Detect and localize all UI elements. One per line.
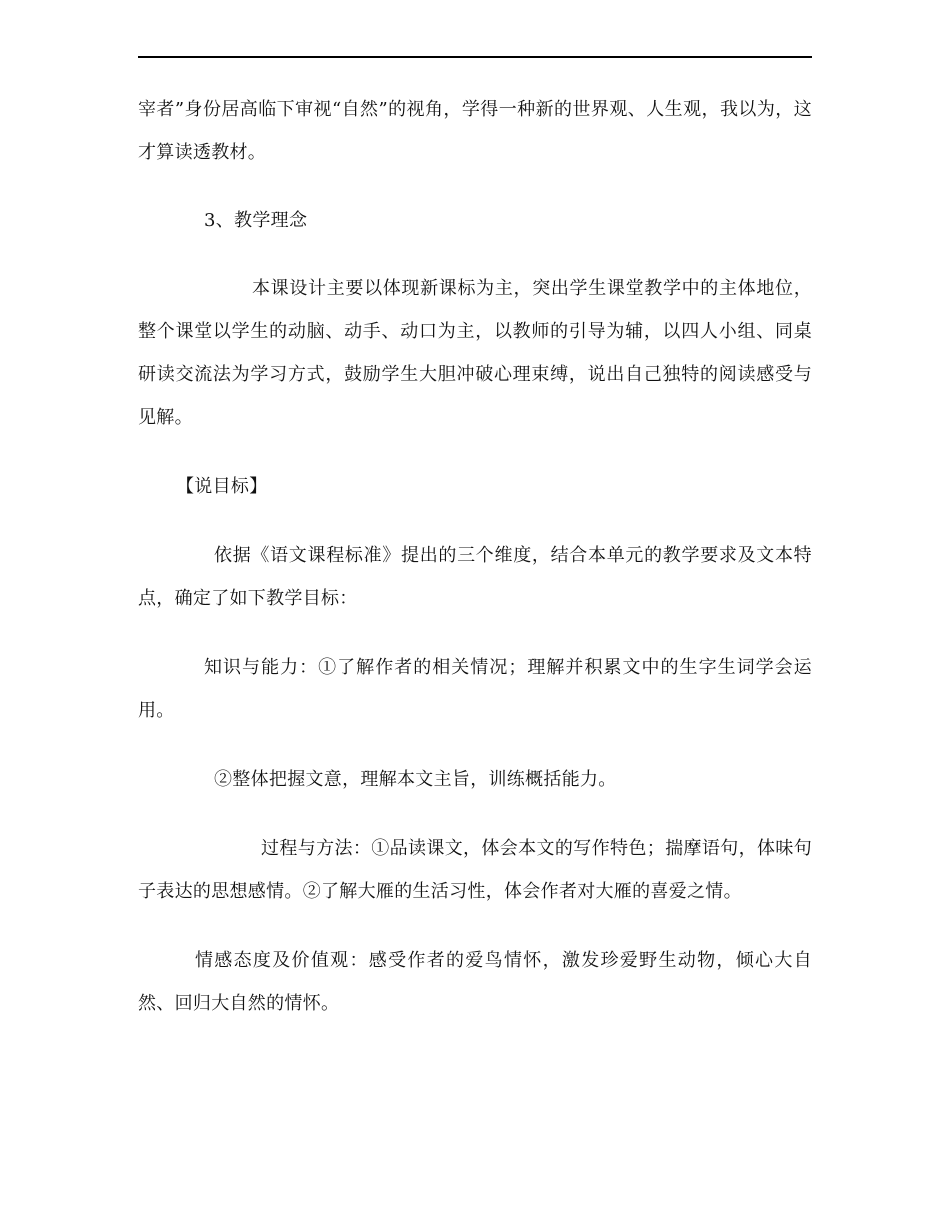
- objective-knowledge-ability: 知识与能力：①了解作者的相关情况；理解并积累文中的生字生词学会运用。: [138, 657, 812, 721]
- paragraph-teaching-philosophy: 本课设计主要以体现新课标为主，突出学生课堂教学中的主体地位，整个课堂以学生的动脑、动手、动口为主，以教师的引导为辅，以四人小组、同桌研读交流法为学习方式，鼓励学生大胆冲破心理束缚，说出自己独特的阅读感受与见解。: [138, 278, 812, 428]
- section-heading-teaching-philosophy: 3、教学理念: [204, 210, 308, 231]
- section-heading-objectives: 【说目标】: [176, 476, 268, 497]
- paragraph-continued-text: 宰者”身份居高临下审视“自然”的视角，学得一种新的世界观、人生观，我以为，这才算读透教材。: [138, 99, 812, 163]
- objective-emotion-values: 情感态度及价值观：感受作者的爱鸟情怀，激发珍爱野生动物，倾心大自然、回归大自然的情怀。: [138, 950, 812, 1014]
- objective-process-method: 过程与方法：①品读课文，体会本文的写作特色；揣摩语句，体味句子表达的思想感情。②了解大雁的生活习性，体会作者对大雁的喜爱之情。: [138, 838, 812, 902]
- objective-knowledge-ability-2: ②整体把握文意，理解本文主旨，训练概括能力。: [214, 769, 617, 790]
- header-rule: [138, 56, 812, 58]
- paragraph-objectives-intro: 依据《语文课程标准》提出的三个维度，结合本单元的教学要求及文本特点，确定了如下教学目标：: [138, 545, 812, 609]
- document-body: [138, 88, 812, 1025]
